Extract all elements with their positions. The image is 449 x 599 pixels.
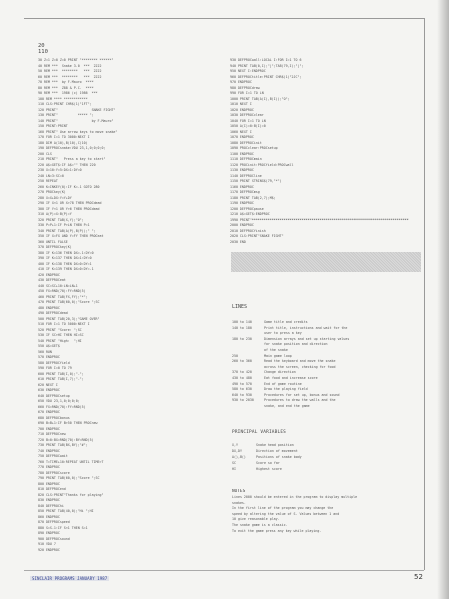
code-line: 930 DEFPROCwall:LOCAL I:FOR I=1 TO 6 [230, 58, 302, 62]
code-line: 770 ENDPROC [38, 465, 60, 469]
code-line: 1030 DEFPROCclear [230, 113, 264, 117]
code-line: 1100 ENDPROC [230, 151, 254, 156]
code-line: 350 IF X=FX AND Y=FY THEN PROCeat [38, 234, 104, 238]
code-line: 390 IF K=137 THEN DX=1:DY=0 [38, 256, 92, 260]
line-range [232, 404, 264, 410]
frame-bottom-rule [24, 570, 424, 571]
variable-description: Highest score [256, 467, 282, 471]
code-line: 640 DEFPROCsetup [38, 393, 70, 398]
code-line: 90 REM *** 1986 (c) 1986 *** [38, 91, 98, 95]
code-line: 430 DEFPROCeat [38, 278, 66, 282]
line-description: Main game loop [264, 353, 292, 358]
code-line: 1180 PRINT TAB(2,7);M$; [230, 195, 276, 200]
variables-section-title: PRINCIPAL VARIABLES [232, 430, 287, 435]
code-line: 210 PRINT" Press a key to start" [38, 157, 106, 161]
code-line: 800 ENDPROC [38, 481, 60, 486]
code-line: 1020 ENDPROC [230, 107, 254, 112]
code-line: 80 REM *** Z88 & P.C. **** [38, 85, 94, 90]
code-line: 570 ENDPROC [38, 355, 60, 359]
code-line-number: 1990 PRINT" [230, 217, 252, 222]
page-edge-shadow [437, 0, 449, 599]
code-line: 40 REM *** Snake 3.0 *** 2222 [38, 63, 102, 68]
code-line: 730 PRINT TAB(BX,BY);"#"; [38, 443, 88, 447]
code-line: 260 K=INKEY(0):IF K=-1 GOTO 280 [38, 184, 100, 189]
code-line: 600 PRINT TAB(I,0);"-"; [38, 371, 84, 376]
code-line: 1170 DEFPROCmsg [230, 190, 260, 194]
code-line: 1050 A(I)=0:B(I)=0 [230, 124, 266, 128]
notes-title: NOTES [232, 489, 246, 494]
code-line: 1010 NEXT I [230, 102, 252, 106]
program-listing-right [230, 58, 430, 245]
code-line: 250 REPEAT [38, 179, 58, 183]
line-description: user to press a key [264, 331, 302, 336]
code-line: 500 PRINT TAB(20,3);"GAME OVER" [38, 316, 100, 321]
code-line: 470 PRINT TAB(60,0);"Score ";SC [38, 300, 100, 304]
line-description: Dimension arrays and set up starting values [264, 336, 350, 341]
code-line: 1160 ENDPROC [230, 184, 254, 189]
line-description: snake, and end the game [264, 403, 310, 408]
lines-section-table [232, 320, 422, 410]
variable-description: Direction of movement [256, 449, 298, 453]
variable-name: A(),B() [232, 455, 246, 459]
code-line: 760 T=TIME+10:REPEAT UNTIL TIME>T [38, 459, 104, 464]
code-line: 870 DEFPROCspeed [38, 520, 70, 524]
code-line: 1190 ENDPROC [230, 201, 254, 205]
code-line: 170 FOR I=1 TO 3000:NEXT I [38, 135, 90, 139]
line-description: Procedures for set up, bonus and sound [264, 392, 340, 397]
halftone-band [231, 252, 421, 272]
code-line: 990 FOR I=1 TO LN [230, 91, 264, 95]
code-line: 510 FOR I=1 TO 5000:NEXT I [38, 322, 90, 326]
code-line: 1070 ENDPROC [230, 135, 254, 139]
line-range: 490 to 570 [232, 381, 252, 386]
code-line: 120 PRINT" SNAKE FIGHT" [38, 107, 116, 112]
variable-name: X,Y [232, 443, 238, 447]
code-line: 70 REM *** by F.Mauro **** [38, 80, 94, 84]
code-line: 220 A$=GET$:IF A$="" THEN 220 [38, 162, 96, 167]
code-line: 180 DIM A(10),B(10),C(10) [38, 140, 88, 145]
code-line: 450 FX=RND(70):FY=RND(5) [38, 289, 86, 293]
code-line: 360 UNTIL FALSE [38, 239, 68, 244]
line-range: 580 to 630 [232, 387, 252, 392]
code-line: 690 B=B+1:IF B>50 THEN PROCnew [38, 421, 98, 425]
variable-name: DX,DY [232, 449, 242, 453]
code-line: 590 FOR I=0 TO 79 [38, 366, 72, 370]
code-line: 960 DEFPROCtitle:PRINT CHR$(1)"2JC"; [230, 74, 302, 79]
code-line: 280 X=X+DX:Y=Y+DY [38, 195, 72, 200]
notes-line: 10 give reasonable play. [232, 517, 280, 522]
code-line: 860 ENDPROC [38, 514, 60, 519]
code-line: 140 PRINT" by F.Mauro" [38, 118, 114, 123]
code-line: 1120 PROCinit:PROCfield:PROCwall [230, 162, 294, 167]
line-range: 260 to 360 [232, 359, 252, 364]
notes-line: In the first line of the program you may change the [232, 506, 334, 511]
code-line: 2020 CLS:PRINT"SNAKE FIGHT" [230, 234, 284, 238]
code-line: 980 DEFPROCdraw [230, 85, 260, 90]
code-line: 300 IF Y<1 OR Y>6 THEN PROCdead [38, 206, 100, 211]
code-line: 1140 DEFPROCline [230, 173, 262, 178]
code-line: 150 PRINT:PRINT [38, 124, 68, 128]
line-range: 930 to 2030 [232, 398, 254, 403]
code-line: 1150 PRINT STRING$(79,"*") [230, 179, 282, 183]
frame-top-rule [24, 18, 424, 19]
code-line: 970 ENDPROC [230, 80, 252, 84]
code-line: 1040 FOR I=1 TO LN [230, 118, 266, 123]
code-line: 190 DEFPROCsnake:VDU 23,1,0;0;0;0; [38, 146, 106, 150]
code-line: 560 RUN [38, 349, 52, 354]
code-line: 740 ENDPROC [38, 448, 60, 453]
code-line: 310 A(P)=X:B(P)=Y [38, 212, 72, 216]
code-line: 420 ENDPROC [38, 272, 60, 277]
line-range: 430 to 480 [232, 375, 252, 380]
code-line: 680 DEFPROCbonus [38, 415, 70, 420]
code-line: 850 PRINT TAB(40,0);"Hi ";HI [38, 509, 94, 513]
code-line: 650 VDU 23,1,0;0;0;0; [38, 399, 80, 403]
code-line: 2010 DEFPROCfinish [230, 228, 266, 233]
line-description: Change direction [264, 370, 296, 375]
line-range: 640 to 930 [232, 392, 252, 397]
code-line: 610 PRINT TAB(I,7);"-"; [38, 377, 84, 381]
code-line: 1060 NEXT I [230, 129, 252, 134]
code-line: 410 IF K=139 THEN DX=0:DY=-1 [38, 267, 94, 271]
code-line: 400 IF K=138 THEN DX=0:DY=1 [38, 261, 92, 266]
code-line-stars [230, 218, 430, 224]
line-range: 100 to 140 [232, 320, 252, 324]
code-line: 1200 DEFPROCpause [230, 206, 264, 211]
code-line: 580 DEFPROCfield [38, 360, 70, 365]
code-line: 750 DEFPROCwait [38, 454, 68, 458]
code-line: 720 B=0:BX=RND(70):BY=RND(5) [38, 437, 94, 442]
code-line: 490 DEFPROCdead [38, 311, 68, 315]
line-description: Procedures to draw the walls and the [264, 398, 336, 403]
code-line: 790 PRINT TAB(60,0);"Score ";SC [38, 476, 100, 480]
code-line: 900 DEFPROCsound [38, 536, 70, 541]
asterisk-row: ******************************************************************************* [251, 217, 409, 222]
code-line: 290 IF X<1 OR X>78 THEN PROCdead [38, 201, 102, 205]
code-line: 440 SC=SC+10:LN=LN+1 [38, 283, 78, 288]
code-line: 480 ENDPROC [38, 305, 60, 310]
line-description: Read the keyboard and move the snake [264, 359, 336, 364]
code-line: 1110 DEFPROCmain [230, 157, 262, 161]
line-description: End of game routine [264, 381, 302, 386]
code-line: 30 Z=1 Z=0 Z=0 PRINT "******** ******" [38, 58, 114, 62]
code-line: 160 PRINT" Use arrow keys to move snake" [38, 129, 118, 134]
code-line: 810 DEFPROCend [38, 487, 66, 491]
code-line: 370 DEFPROCkey(K) [38, 245, 72, 249]
code-line: 820 CLS:PRINT"Thanks for playing" [38, 492, 104, 497]
line-range: 370 to 420 [232, 370, 252, 375]
variable-description: Score so far [256, 461, 280, 465]
line-description: of the snake [264, 347, 288, 352]
code-line: 550 A$=GET$ [38, 344, 60, 348]
notes-line: To exit the game press any key while playing. [232, 528, 322, 533]
page-number: 52 [414, 573, 423, 581]
code-line: 880 S=S-1:IF S<1 THEN S=1 [38, 525, 88, 530]
code-line: 660 FX=RND(70):FY=RND(5) [38, 404, 86, 409]
variables-section-table [232, 442, 422, 472]
code-line: 830 ENDPROC [38, 498, 60, 502]
code-line: 320 PRINT TAB(X,Y);"O"; [38, 217, 84, 222]
code-line: 2000 ENDPROC [230, 223, 254, 227]
lines-section-title: LINES [232, 304, 248, 310]
code-line: 130 PRINT" ***** "; [38, 113, 94, 117]
code-line: 340 PRINT TAB(A(P),B(P));" "; [38, 228, 96, 233]
line-description: Game title and credits [264, 320, 308, 324]
variable-name: HI [232, 467, 236, 471]
code-line: 540 PRINT "High: ";HI [38, 338, 82, 343]
code-line: 920 ENDPROC [38, 547, 60, 552]
notes-line: Lines 2000 should be entered in the program to display multiple [232, 495, 358, 499]
code-line: 200 CLS [38, 151, 52, 156]
code-line: 230 X=10:Y=5:DX=1:DY=0 [38, 168, 82, 172]
line-range: 180 to 230 [232, 336, 252, 341]
code-line: 530 IF SC>HI THEN HI=SC [38, 333, 84, 337]
line-description: for snake position and direction [264, 342, 328, 347]
code-line: 460 PRINT TAB(FX,FY);"*"; [38, 294, 88, 299]
code-line: 700 ENDPROC [38, 426, 60, 431]
line-description: Eat food and increase score [264, 375, 318, 380]
code-line: 1080 DEFPROCinit [230, 140, 262, 145]
header-line: 20 [38, 43, 45, 49]
code-line: 50 REM *** ******** *** 2222 [38, 69, 102, 73]
code-line: 2030 END [230, 239, 246, 244]
line-range: 250 [232, 353, 238, 358]
lines-row [232, 404, 422, 410]
code-line: 1130 ENDPROC [230, 168, 254, 172]
code-line: 60 REM *** ******** *** 2222 [38, 74, 102, 79]
notes-line: speed by altering the value of S. Values between 1 and [232, 511, 340, 516]
code-line: 890 ENDPROC [38, 531, 60, 535]
code-line: 620 NEXT I [38, 382, 58, 387]
code-line: 840 DEFPROChi [38, 503, 64, 508]
code-line: 1000 PRINT TAB(A(I),B(I));"O"; [230, 96, 290, 101]
code-line: 330 P=P+1:IF P>LN THEN P=1 [38, 223, 90, 227]
line-description: Print title, instructions and wait for the [264, 325, 348, 330]
variable-name: SC [232, 461, 236, 465]
code-line: 1210 A$=GET$:ENDPROC [230, 212, 270, 216]
header-line: 110 [38, 48, 48, 55]
code-line: 1090 PROCclear:PROCsetup [230, 146, 278, 150]
line-range: 140 to 180 [232, 325, 252, 330]
code-line: 630 ENDPROC [38, 388, 60, 392]
program-listing-left [38, 58, 216, 553]
code-line: 240 LN=3:SC=0 [38, 173, 64, 178]
listing-header [38, 44, 48, 55]
code-line: 380 IF K=136 THEN DX=-1:DY=0 [38, 250, 94, 255]
notes-line: The snake game is a classic. [232, 522, 288, 527]
notes-section [232, 489, 422, 534]
code-line: 940 PRINT TAB(0,I);"|";TAB(79,I);"|"; [230, 63, 304, 68]
code-line: 780 DEFPROCscore [38, 470, 70, 475]
code-line: 110 CLS:PRINT CHR$(1)"1FT"; [38, 102, 92, 106]
code-line: 910 VDU 7 [38, 542, 56, 546]
variable-row [232, 466, 422, 472]
magazine-footer: SINCLAIR PROGRAMS JANUARY 1987 [32, 576, 108, 581]
code-line: 100 REM **** ************ [38, 96, 88, 101]
variable-description: Positions of snake body [256, 455, 302, 459]
notes-line: snakes. [232, 500, 246, 505]
code-line: 670 ENDPROC [38, 410, 60, 414]
code-line: 520 PRINT "Score: ";SC [38, 327, 82, 332]
variable-description: Snake head position [256, 443, 294, 447]
code-line: 270 PROCkey(K) [38, 190, 66, 194]
code-line: 950 NEXT I:ENDPROC [230, 69, 266, 73]
code-line: 710 DEFPROCnew [38, 432, 66, 436]
line-description: Draw the playing field [264, 387, 308, 392]
line-description: across the screen, checking for food [264, 364, 336, 369]
